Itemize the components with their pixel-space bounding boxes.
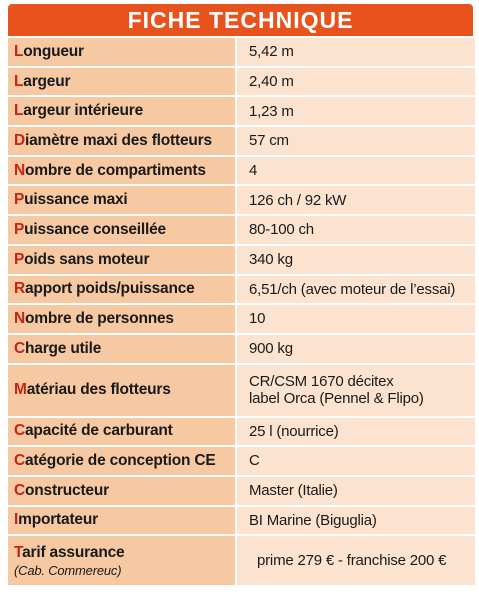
- label-initial: C: [14, 339, 25, 357]
- label-text: argeur intérieure: [23, 102, 144, 120]
- spec-label: [8, 536, 237, 585]
- label-text: onstructeur: [25, 481, 109, 499]
- spec-label: [8, 97, 237, 125]
- spec-row-largeur: [8, 68, 475, 98]
- spec-row-poids: [8, 246, 475, 276]
- spec-value: 57 cm: [237, 127, 475, 155]
- spec-value: 126 ch / 92 kW: [237, 186, 475, 214]
- label-initial: C: [14, 481, 25, 499]
- spec-value: C: [237, 447, 475, 475]
- label-initial: R: [14, 280, 25, 298]
- label-text: iamètre maxi des flotteurs: [25, 131, 212, 149]
- spec-row-tarif: [8, 536, 475, 587]
- spec-table: [6, 38, 475, 587]
- label-text: argeur: [23, 72, 71, 90]
- spec-value: 4: [237, 157, 475, 185]
- label-initial: D: [14, 131, 25, 149]
- spec-row-largeur-interieure: [8, 97, 475, 127]
- spec-row-charge: [8, 335, 475, 365]
- label-subtext: (Cab. Commereuc): [14, 562, 122, 578]
- spec-row-compartiments: [8, 157, 475, 187]
- spec-value: 5,42 m: [237, 38, 475, 66]
- label-initial: M: [14, 381, 27, 399]
- label-initial: I: [14, 511, 19, 529]
- label-initial: C: [14, 452, 25, 470]
- spec-value: 25 l (nourrice): [237, 418, 475, 446]
- label-text: oids sans moteur: [24, 250, 150, 268]
- spec-label: [8, 276, 237, 304]
- label-initial: P: [14, 191, 25, 209]
- spec-value: 6,51/ch (avec moteur de l’essai): [237, 276, 475, 304]
- label-text: apport poids/puissance: [25, 280, 195, 298]
- label-initial: L: [14, 72, 24, 90]
- spec-value: 10: [237, 305, 475, 333]
- label-text: ombre de personnes: [25, 310, 174, 328]
- spec-label: [8, 216, 237, 244]
- label-text: ombre de compartiments: [25, 161, 206, 179]
- spec-row-constructeur: [8, 477, 475, 507]
- spec-row-materiau: [8, 365, 475, 418]
- spec-label: [8, 68, 237, 96]
- label-text: uissance conseillée: [24, 220, 166, 238]
- label-initial: C: [14, 422, 25, 440]
- spec-label: [8, 305, 237, 333]
- spec-title: FICHE TECHNIQUE: [127, 6, 354, 33]
- spec-row-puissance-conseillee: [8, 216, 475, 246]
- label-initial: P: [14, 220, 25, 238]
- label-initial: N: [14, 161, 25, 179]
- label-text: mportateur: [18, 511, 98, 529]
- spec-row-longueur: [8, 38, 475, 68]
- label-initial: T: [14, 543, 23, 561]
- spec-value: 80-100 ch: [237, 216, 475, 244]
- spec-value: Master (Italie): [237, 477, 475, 505]
- spec-row-puissance-maxi: [8, 186, 475, 216]
- spec-row-carburant: [8, 418, 475, 448]
- label-initial: P: [14, 250, 25, 268]
- label-initial: L: [14, 42, 24, 60]
- spec-label: [8, 38, 237, 66]
- spec-sheet: [6, 2, 475, 587]
- spec-label: [8, 418, 237, 446]
- label-initial: N: [14, 310, 25, 328]
- spec-value: BI Marine (Biguglia): [237, 507, 475, 535]
- spec-label: [8, 157, 237, 185]
- label-text: atégorie de conception CE: [25, 452, 216, 470]
- spec-value: prime 279 € - franchise 200 €: [237, 536, 475, 585]
- spec-row-importateur: [8, 507, 475, 537]
- spec-label: [8, 246, 237, 274]
- label-initial: L: [14, 102, 24, 120]
- label-text: uissance maxi: [24, 191, 128, 209]
- spec-row-personnes: [8, 305, 475, 335]
- label-text: arif assurance: [22, 543, 125, 561]
- spec-value: 1,23 m: [237, 97, 475, 125]
- label-text: atériau des flotteurs: [26, 381, 171, 399]
- spec-value: [237, 365, 475, 416]
- spec-value: 2,40 m: [237, 68, 475, 96]
- spec-label: [8, 127, 237, 155]
- spec-label: [8, 365, 237, 416]
- spec-value-line: CR/CSM 1670 décitex: [249, 372, 394, 390]
- label-text: apacité de carburant: [25, 422, 173, 440]
- spec-label: [8, 507, 237, 535]
- spec-label: [8, 335, 237, 363]
- spec-label: [8, 186, 237, 214]
- spec-value: 900 kg: [237, 335, 475, 363]
- label-text: ongueur: [23, 42, 84, 60]
- spec-label: [8, 447, 237, 475]
- spec-value-line: label Orca (Pennel & Flipo): [249, 390, 424, 408]
- label-text: harge utile: [25, 339, 102, 357]
- spec-row-categorie: [8, 447, 475, 477]
- spec-label: [8, 477, 237, 505]
- spec-row-rapport: [8, 276, 475, 306]
- spec-value: 340 kg: [237, 246, 475, 274]
- spec-row-diametre: [8, 127, 475, 157]
- spec-header: [6, 2, 475, 38]
